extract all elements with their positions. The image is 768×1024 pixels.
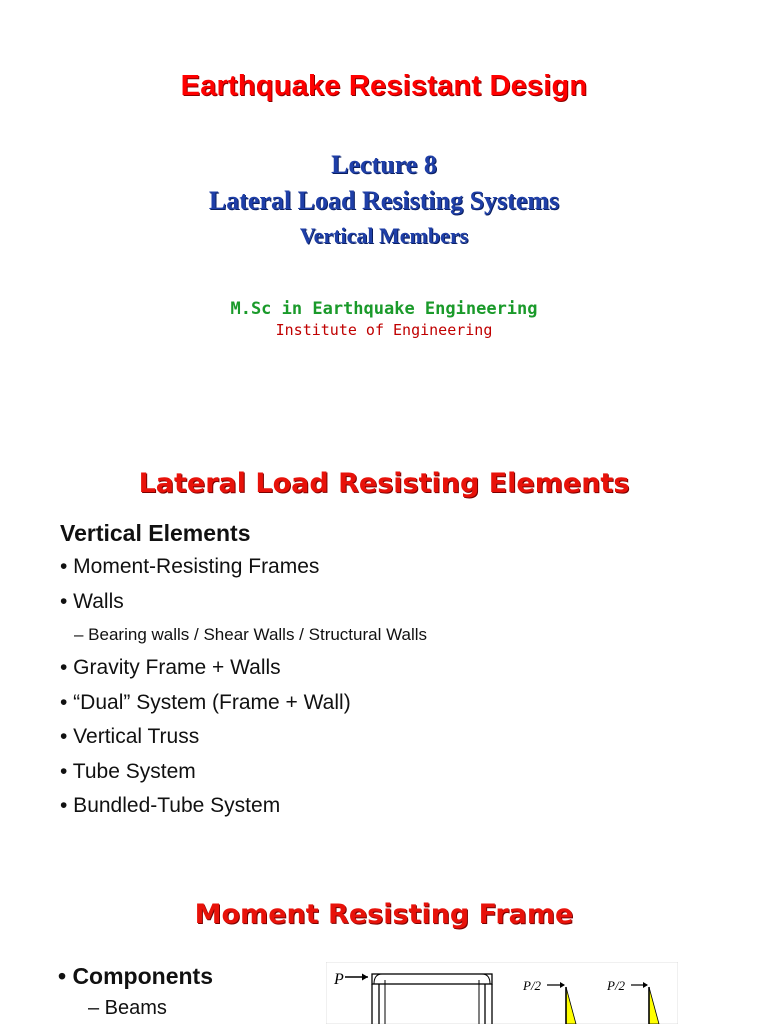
list-item: • “Dual” System (Frame + Wall) [60,690,351,714]
components-list [58,963,328,1020]
slide1-title: Earthquake Resistant Design [180,70,588,102]
load-label-p: P [334,971,344,988]
load-label-half-2: P/2 [607,978,626,993]
load-label-half-1: P/2 [523,978,542,993]
moment-frame-diagram [326,962,678,1024]
lecture-subtopic: Vertical Members [299,223,469,248]
list-item: • Moment-Resisting Frames [60,555,320,578]
program-name: M.Sc in Earthquake Engineering [230,299,538,319]
list-item: • Bundled-Tube System [60,794,281,817]
list-item: • Walls [60,589,124,613]
list-item: • Tube System [60,759,196,783]
slide2-title: Lateral Load Resisting Elements [138,468,630,499]
lecture-topic: Lateral Load Resisting Systems [208,186,560,215]
list-subitem: – Bearing walls / Shear Walls / Structural Walls [74,625,428,644]
vertical-elements-list [60,520,740,829]
list-item: • Components [58,963,213,989]
list-heading: Vertical Elements [60,520,251,546]
list-item: • Gravity Frame + Walls [60,656,281,679]
institute-name: Institute of Engineering [275,321,493,339]
list-item: • Vertical Truss [60,725,200,748]
lecture-number: Lecture 8 [331,150,437,179]
list-subitem: – Beams [88,997,167,1019]
slide3-title: Moment Resisting Frame [194,899,574,930]
